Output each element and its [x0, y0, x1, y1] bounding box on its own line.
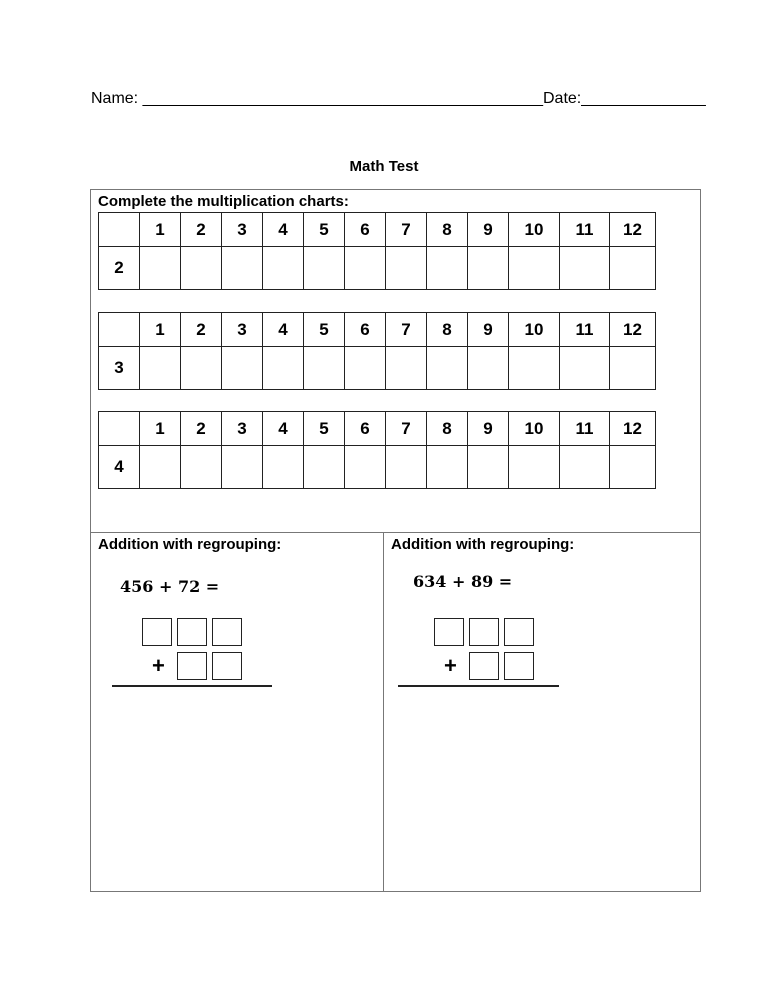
page-title: Math Test	[349, 158, 419, 175]
section-divider	[90, 532, 701, 533]
date-field[interactable]: Date:______________	[543, 90, 706, 107]
corner-cell	[99, 213, 140, 247]
column-header: 2	[181, 313, 222, 347]
answer-cell[interactable]	[222, 247, 263, 290]
column-header: 10	[509, 213, 560, 247]
column-header: 11	[560, 412, 610, 446]
column-header: 3	[222, 313, 263, 347]
column-header: 6	[345, 412, 386, 446]
answer-box[interactable]	[469, 652, 499, 680]
answer-box[interactable]	[504, 618, 534, 646]
answer-cell[interactable]	[610, 347, 656, 390]
column-header: 5	[304, 313, 345, 347]
answer-cell[interactable]	[610, 446, 656, 489]
column-header: 12	[610, 412, 656, 446]
answer-cell[interactable]	[427, 446, 468, 489]
corner-cell	[99, 412, 140, 446]
answer-cell[interactable]	[181, 347, 222, 390]
answer-box[interactable]	[177, 652, 207, 680]
factor-cell: 4	[99, 446, 140, 489]
answer-cell[interactable]	[222, 446, 263, 489]
answer-cell[interactable]	[509, 247, 560, 290]
column-header: 9	[468, 313, 509, 347]
answer-cell[interactable]	[468, 347, 509, 390]
answer-cell[interactable]	[468, 446, 509, 489]
column-header: 3	[222, 412, 263, 446]
answer-cell[interactable]	[345, 446, 386, 489]
answer-box[interactable]	[142, 618, 172, 646]
name-field[interactable]: Name: _____________________________________________	[91, 90, 543, 107]
multiplication-chart-4	[98, 411, 656, 489]
answer-cell[interactable]	[345, 247, 386, 290]
answer-box[interactable]	[504, 652, 534, 680]
answer-cell[interactable]	[263, 347, 304, 390]
addition-label-left: Addition with regrouping:	[98, 536, 282, 553]
multiplication-chart-3	[98, 312, 656, 390]
answer-cell[interactable]	[140, 347, 181, 390]
column-header: 4	[263, 213, 304, 247]
answer-cell[interactable]	[304, 446, 345, 489]
column-header: 1	[140, 412, 181, 446]
column-header: 5	[304, 213, 345, 247]
answer-cell[interactable]	[263, 247, 304, 290]
equation-left: 456 + 72 =	[120, 577, 220, 596]
column-header: 12	[610, 213, 656, 247]
answer-cell[interactable]	[181, 446, 222, 489]
column-header: 6	[345, 313, 386, 347]
multiplication-chart-2	[98, 212, 656, 290]
answer-box[interactable]	[212, 652, 242, 680]
name-date-line	[91, 90, 706, 108]
multiplication-label: Complete the multiplication charts:	[98, 193, 349, 210]
equation-right: 634 + 89 =	[413, 572, 513, 591]
column-header: 9	[468, 412, 509, 446]
answer-cell[interactable]	[386, 446, 427, 489]
answer-cell[interactable]	[263, 446, 304, 489]
column-header: 2	[181, 213, 222, 247]
column-header: 11	[560, 313, 610, 347]
answer-cell[interactable]	[427, 247, 468, 290]
answer-cell[interactable]	[386, 347, 427, 390]
answer-cell[interactable]	[140, 247, 181, 290]
column-header: 4	[263, 412, 304, 446]
column-header: 8	[427, 213, 468, 247]
column-header: 6	[345, 213, 386, 247]
answer-box[interactable]	[434, 618, 464, 646]
column-header: 7	[386, 313, 427, 347]
column-header: 10	[509, 412, 560, 446]
column-header: 8	[427, 412, 468, 446]
addition-label-right: Addition with regrouping:	[391, 536, 575, 553]
answer-box[interactable]	[469, 618, 499, 646]
column-header: 4	[263, 313, 304, 347]
corner-cell	[99, 313, 140, 347]
answer-cell[interactable]	[304, 347, 345, 390]
column-header: 1	[140, 213, 181, 247]
column-header: 5	[304, 412, 345, 446]
column-header: 8	[427, 313, 468, 347]
answer-cell[interactable]	[560, 347, 610, 390]
column-header: 12	[610, 313, 656, 347]
answer-cell[interactable]	[468, 247, 509, 290]
column-header: 1	[140, 313, 181, 347]
column-header: 9	[468, 213, 509, 247]
answer-box[interactable]	[212, 618, 242, 646]
answer-cell[interactable]	[560, 446, 610, 489]
answer-cell[interactable]	[427, 347, 468, 390]
factor-cell: 2	[99, 247, 140, 290]
sum-line	[398, 685, 559, 687]
answer-cell[interactable]	[140, 446, 181, 489]
plus-sign: +	[444, 653, 457, 678]
column-divider	[383, 532, 384, 892]
answer-cell[interactable]	[345, 347, 386, 390]
answer-cell[interactable]	[222, 347, 263, 390]
column-header: 3	[222, 213, 263, 247]
column-header: 10	[509, 313, 560, 347]
column-header: 2	[181, 412, 222, 446]
answer-cell[interactable]	[386, 247, 427, 290]
sum-line	[112, 685, 272, 687]
column-header: 11	[560, 213, 610, 247]
column-header: 7	[386, 412, 427, 446]
answer-cell[interactable]	[610, 247, 656, 290]
column-header: 7	[386, 213, 427, 247]
plus-sign: +	[152, 653, 165, 678]
answer-box[interactable]	[177, 618, 207, 646]
answer-cell[interactable]	[181, 247, 222, 290]
answer-cell[interactable]	[509, 446, 560, 489]
factor-cell: 3	[99, 347, 140, 390]
answer-cell[interactable]	[509, 347, 560, 390]
answer-cell[interactable]	[560, 247, 610, 290]
answer-cell[interactable]	[304, 247, 345, 290]
